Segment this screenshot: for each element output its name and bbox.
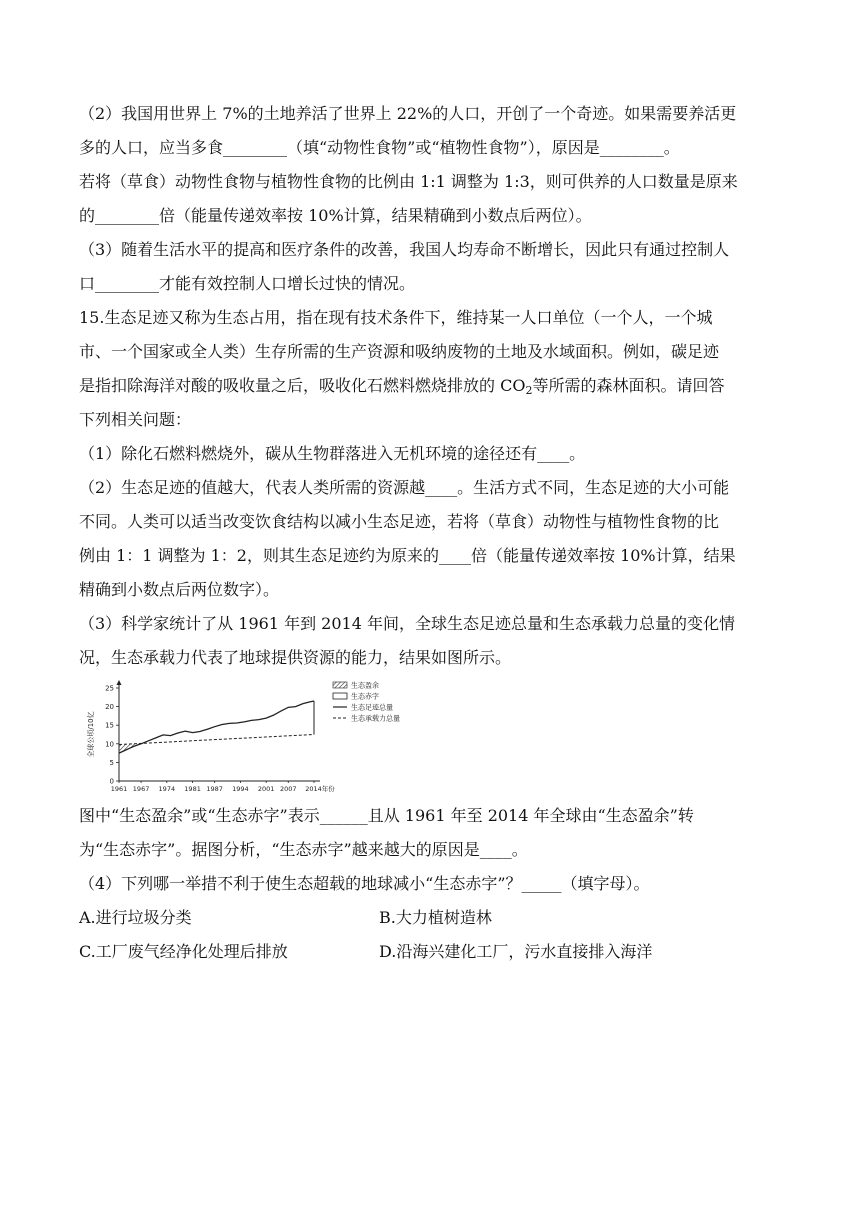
y-tick-label: 20 [105, 703, 114, 712]
q15-intro-line3-b: 等所需的森林面积。请回答 [532, 376, 725, 395]
x-tick-label: 1987 [206, 785, 223, 793]
y-axis-label: 全球公顷/10亿 [87, 711, 95, 758]
x-tick-label: 1961 [110, 785, 128, 793]
q15-part2-line4: 精确到小数点后两位数字）。 [79, 580, 280, 599]
q15-after-chart-line1: 图中“生态盈余”或“生态赤字”表示______且从 1961 年至 2014 年全球由“生态盈余”转 [79, 806, 694, 825]
x-tick-label: 1974 [158, 785, 176, 793]
q15-intro-line1: 15.生态足迹又称为生态占用，指在现有技术条件下，维持某一人口单位（一个人，一个城 [79, 308, 713, 327]
option-a: A.进行垃圾分类 [79, 908, 192, 927]
legend-swatch-surplus [333, 682, 347, 688]
q15-intro-line3-a: 是指扣除海洋对酸的吸收量之后，吸收化石燃料燃烧排放的 CO [79, 376, 526, 395]
q14-part3-line2: 口________才能有效控制人口增长过快的情况。 [79, 274, 416, 293]
x-tick-label: 1994 [232, 785, 249, 793]
y-tick-label: 10 [105, 740, 114, 749]
y-tick-label: 15 [105, 721, 114, 730]
q15-part2-line3: 例由 1：1 调整为 1：2，则其生态足迹约为原来的____倍（能量传递效率按 10%计算，结果 [79, 546, 736, 565]
q15-part3-line1: （3）科学家统计了从 1961 年到 2014 年间，全球生态足迹总量和生态承载力总量的变化情 [79, 614, 735, 633]
q14-part2-line3: 若将（草食）动物性食物与植物性食物的比例由 1:1 调整为 1:3，则可供养的人口数量是原来 [79, 172, 738, 191]
legend-label: 生态盈余 [351, 681, 379, 690]
q15-intro-line2: 市、一个国家或全人类）生存所需的生产资源和吸纳废物的土地及水域面积。例如，碳足迹 [79, 342, 720, 361]
q15-part3-line2: 况，生态承载力代表了地球提供资源的能力，结果如图所示。 [79, 648, 512, 667]
q14-part3-line1: （3）随着生活水平的提高和医疗条件的改善，我国人均寿命不断增长，因此只有通过控制人 [79, 240, 730, 259]
option-d: D.沿海兴建化工厂，污水直接排入海洋 [379, 942, 653, 961]
q15-after-chart-line2: 为“生态赤字”。据图分析，“生态赤字”越来越大的原因是____。 [79, 840, 528, 859]
y-axis-arrow [117, 680, 122, 685]
x-tick-label: 2007 [279, 785, 297, 793]
option-b: B.大力植树造林 [379, 908, 492, 927]
q14-part2-line4: 的________倍（能量传递效率按 10%计算，结果精确到小数点后两位）。 [79, 206, 592, 225]
x-tick-label: 2014年份 [305, 785, 335, 793]
q15-part1: （1）除化石燃料燃烧外，碳从生物群落进入无机环境的途径还有____。 [79, 444, 586, 463]
legend-swatch-deficit [333, 693, 347, 699]
q14-part2-line2: 多的人口，应当多食________（填“动物性食物”或“植物性食物”），原因是________。 [79, 138, 680, 157]
x-tick-label: 2001 [257, 785, 275, 793]
option-c: C.工厂废气经净化处理后排放 [79, 942, 288, 961]
y-tick-label: 5 [109, 758, 114, 767]
q15-intro-line3 [79, 376, 724, 396]
q14-part2-line1: （2）我国用世界上 7%的土地养活了世界上 22%的人口，开创了一个奇迹。如果需要养活更 [79, 104, 737, 123]
legend-label: 生态承载力总量 [351, 714, 400, 723]
q15-part4: （4）下列哪一举措不利于使生态超载的地球减小“生态赤字”？_____（填字母）。 [79, 874, 650, 893]
ecological-footprint-chart [79, 676, 439, 800]
y-tick-label: 0 [109, 777, 114, 786]
legend-label: 生态足迹总量 [351, 703, 393, 712]
legend-label: 生态赤字 [351, 692, 379, 701]
y-tick-label: 25 [105, 684, 114, 693]
q15-part2-line2: 不同。人类可以适当改变饮食结构以减小生态足迹，若将（草食）动物性与植物性食物的比 [79, 512, 720, 531]
x-tick-label: 1967 [132, 785, 150, 793]
co2-subscript: 2 [525, 384, 533, 397]
q15-part2-line1: （2）生态足迹的值越大，代表人类所需的资源越____。生活方式不同，生态足迹的大小可能 [79, 478, 730, 497]
q15-intro-line4: 下列相关问题： [79, 410, 192, 429]
x-tick-label: 1981 [184, 785, 201, 793]
